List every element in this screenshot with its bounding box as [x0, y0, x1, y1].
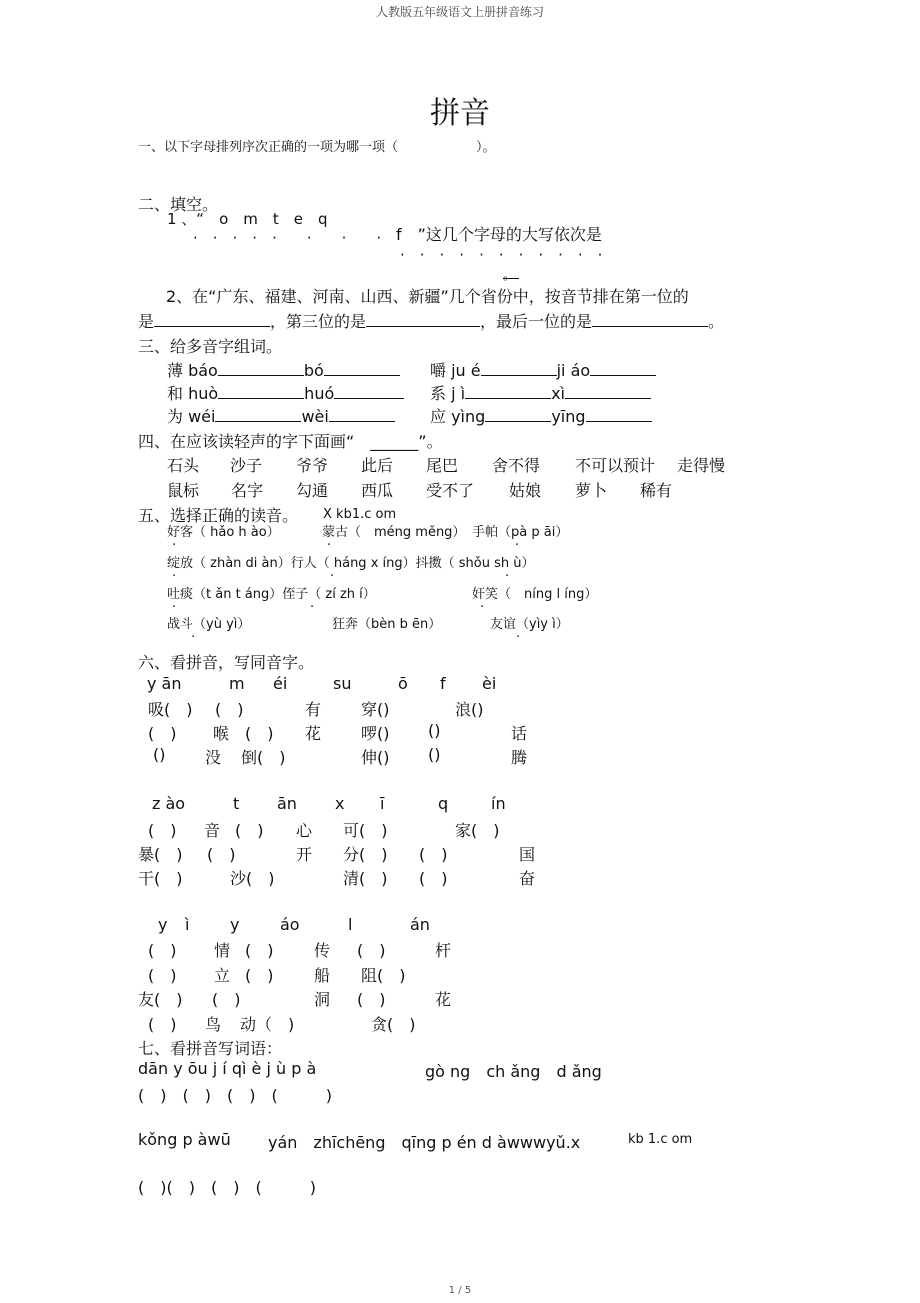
section-1-question: 一、以下字母排列序次正确的一项为哪一项（ ）。	[138, 140, 496, 155]
polyphone-row: 系 j ì xì	[430, 381, 651, 404]
word-item[interactable]: 沙子	[230, 456, 263, 475]
word-item[interactable]: 此后	[361, 456, 394, 475]
section-6-heading: 六、看拼音，写同音字。	[138, 653, 315, 672]
pinyin-syllable: q	[438, 794, 449, 813]
polyphone-row: 为 wéi wèi	[167, 404, 395, 427]
reading-choice[interactable]: 奸笑（ níng l íng）	[472, 587, 598, 602]
homophone-cell[interactable]: ( )	[212, 990, 241, 1009]
page-number: 1 / 5	[448, 1285, 472, 1296]
fill-q2-line2: 是 ，第三位的是 ，最后一位的是 。	[138, 312, 725, 331]
fill-q2-mark-line	[503, 278, 519, 279]
emphasis-dot: ·	[515, 538, 520, 553]
emphasis-dot: ·	[327, 538, 332, 553]
reading-choice[interactable]: 狂奔（bèn b ēn）	[332, 617, 442, 632]
word-item[interactable]: 尾巴	[426, 456, 459, 475]
homophone-cell: 腾	[511, 748, 528, 767]
homophone-cell: 有	[305, 700, 322, 719]
reading-choice[interactable]: 友谊（yìy ì）	[490, 617, 569, 632]
homophone-cell: 没	[205, 748, 222, 767]
homophone-cell: 洞	[314, 990, 331, 1009]
homophone-cell[interactable]: ( )	[357, 990, 386, 1009]
pinyin-syllable: y ān	[147, 674, 182, 693]
emphasis-dot: ·	[191, 630, 196, 645]
word-item[interactable]: 受不了	[426, 481, 475, 500]
homophone-cell[interactable]: ( )	[235, 821, 264, 840]
homophone-cell: 啰()	[361, 724, 390, 743]
homophone-cell: 奋	[519, 869, 536, 888]
reading-choice[interactable]: 手帕（pà p āi）	[472, 525, 569, 540]
homophone-cell: 穿()	[361, 700, 390, 719]
homophone-cell: 国	[519, 845, 536, 864]
section-5-heading: 五、选择正确的读音。	[138, 506, 299, 525]
polyphone-row: 应 yìng yīng	[430, 404, 652, 427]
pinyin-syllable: ín	[491, 794, 506, 813]
homophone-cell: 喉	[213, 724, 230, 743]
homophone-cell: 清( )	[343, 869, 388, 888]
homophone-cell: 倒( )	[241, 748, 286, 767]
homophone-cell: 暴( )	[138, 845, 183, 864]
pinyin-syllable: t	[233, 794, 240, 813]
watermark-text: kb 1.c om	[628, 1132, 693, 1147]
homophone-cell[interactable]: ( )	[419, 845, 448, 864]
pinyin-syllable: z ào	[152, 794, 186, 813]
homophone-cell[interactable]: ( )	[148, 1015, 177, 1034]
homophone-cell: 心	[296, 821, 313, 840]
pinyin-syllable: x	[335, 794, 345, 813]
pinyin-syllable: éi	[273, 674, 288, 693]
emphasis-dot: ·	[310, 600, 315, 615]
homophone-cell: 友( )	[138, 990, 183, 1009]
homophone-cell[interactable]: ()	[428, 721, 441, 740]
word-item[interactable]: 舍不得	[492, 456, 541, 475]
homophone-cell[interactable]: ( )	[148, 941, 177, 960]
homophone-cell[interactable]: ( )	[148, 724, 177, 743]
homophone-cell[interactable]: ()	[428, 745, 441, 764]
homophone-cell[interactable]: ( )	[148, 821, 177, 840]
reading-choice[interactable]: 战斗（yù yì）	[167, 617, 251, 632]
fill-q2-line1: 2、在“广东、福建、河南、山西、新疆”几个省份中，按音节排在第一位的	[166, 287, 689, 306]
homophone-cell: 音	[204, 821, 221, 840]
fill-q1-text: f ”这几个字母的大写依次是	[396, 225, 602, 244]
blank-last[interactable]	[592, 312, 708, 327]
homophone-cell: 分( )	[343, 845, 388, 864]
homophone-cell: 开	[296, 845, 313, 864]
word-item[interactable]: 勾通	[296, 481, 329, 500]
homophone-cell: 传	[314, 941, 331, 960]
homophone-cell: 家( )	[455, 821, 500, 840]
homophone-cell[interactable]: ( )	[215, 700, 244, 719]
fill-q1-dots-b: · · · · · · · · · · ·	[400, 246, 603, 264]
fill-q1-dots-a: · · · · · · · ·	[193, 229, 382, 247]
homophone-cell: 伸()	[361, 748, 390, 767]
word-item[interactable]: 萝卜	[575, 481, 608, 500]
homophone-cell: 沙( )	[230, 869, 275, 888]
homophone-cell: 吸( )	[148, 700, 193, 719]
reading-choice[interactable]: 吐痰（t ǎn t áng）侄子（ zí zh í）	[167, 587, 376, 602]
section-3-heading: 三、给多音字组词。	[138, 337, 283, 356]
homophone-cell[interactable]: ( )	[419, 869, 448, 888]
homophone-cell: 阻( )	[361, 966, 406, 985]
blank-third[interactable]	[366, 312, 480, 327]
homophone-cell[interactable]: ( )	[357, 941, 386, 960]
word-item[interactable]: 鼠标	[167, 481, 200, 500]
section-4-heading: 四、在应该读轻声的字下面画“ ______”。	[138, 432, 443, 451]
emphasis-dot: ·	[516, 630, 521, 645]
homophone-cell[interactable]: ( )	[207, 845, 236, 864]
pinyin-syllable: m	[229, 674, 245, 693]
emphasis-dot: ·	[172, 600, 177, 615]
reading-choice[interactable]: 绽放（ zhàn di àn）行人（ háng x íng）抖擞（ shǒu sh ù）	[167, 556, 535, 571]
homophone-cell: 花	[305, 724, 322, 743]
homophone-cell: 动（ )	[240, 1015, 295, 1034]
pinyin-syllable: su	[333, 674, 352, 693]
homophone-cell[interactable]: ( )	[245, 966, 274, 985]
fill-q2-mark: 。	[503, 268, 517, 283]
pinyin-words-row2-b: yán zhīchēng qīng p én d àwwwyǔ.x	[268, 1133, 581, 1152]
homophone-cell: 话	[511, 724, 528, 743]
homophone-cell[interactable]: ()	[153, 745, 166, 764]
homophone-cell[interactable]: ( )	[245, 724, 274, 743]
word-item[interactable]: 不可以预计	[575, 456, 656, 475]
section-7-heading: 七、看拼音写词语：	[138, 1039, 283, 1058]
pinyin-syllable: án	[410, 915, 430, 934]
homophone-cell: 船	[314, 966, 331, 985]
homophone-cell: 情	[214, 941, 231, 960]
emphasis-dot: ·	[330, 569, 335, 584]
pinyin-words-row2-a: kǒng p àwū	[138, 1130, 231, 1149]
homophone-cell: 干( )	[138, 869, 183, 888]
fill-q1-letters: 1 、“ o m t e q	[167, 210, 328, 228]
word-item[interactable]: 爷爷	[296, 456, 329, 475]
polyphone-row: 薄 báo bó	[167, 358, 400, 381]
pinyin-syllable: y	[230, 915, 240, 934]
word-item[interactable]: 西瓜	[361, 481, 394, 500]
pinyin-syllable: y	[158, 915, 168, 934]
answer-brackets-row1[interactable]: ( ) ( ) ( ) ( )	[138, 1086, 332, 1105]
emphasis-dot: ·	[172, 569, 177, 584]
pinyin-syllable: ì	[185, 915, 190, 934]
reading-choice[interactable]: 好客（ hǎo h ào）	[167, 525, 280, 540]
pinyin-words-row1-left: dān y ōu j í qì è j ù p à	[138, 1059, 317, 1078]
emphasis-dot: ·	[480, 600, 485, 615]
homophone-cell: 花	[435, 990, 452, 1009]
blank-first[interactable]	[154, 312, 270, 327]
pinyin-syllable: ī	[380, 794, 385, 813]
homophone-cell: 鸟	[205, 1015, 222, 1034]
word-item[interactable]: 石头	[167, 456, 200, 475]
pinyin-syllable: ān	[277, 794, 297, 813]
page-title: 拼音	[430, 96, 490, 131]
word-item[interactable]: 稀有	[640, 481, 673, 500]
watermark-text: X kb1.c om	[323, 507, 397, 522]
answer-brackets-row2[interactable]: ( )( ) ( ) ( )	[138, 1178, 316, 1197]
pinyin-words-row1-right: gò ng ch ǎng d ǎng	[425, 1062, 602, 1081]
reading-choice[interactable]: 蒙古（ méng měng）	[322, 525, 466, 540]
homophone-cell: 浪()	[455, 700, 484, 719]
homophone-cell: 可( )	[343, 821, 388, 840]
pinyin-syllable: l	[348, 915, 353, 934]
polyphone-row: 嚼 ju é ji áo	[430, 358, 656, 381]
emphasis-dot: ·	[172, 538, 177, 553]
emphasis-dot: ·	[505, 569, 510, 584]
section-2-heading: 二、填空。	[138, 195, 219, 214]
pinyin-syllable: áo	[280, 915, 300, 934]
homophone-cell: 贪( )	[371, 1015, 416, 1034]
word-item[interactable]: 走得慢	[677, 456, 726, 475]
page-header: 人教版五年级语文上册拼音练习	[375, 5, 544, 19]
homophone-cell[interactable]: ( )	[148, 966, 177, 985]
pinyin-syllable: èi	[482, 674, 497, 693]
polyphone-row: 和 huò huó	[167, 381, 404, 404]
word-item[interactable]: 名字	[231, 481, 264, 500]
word-item[interactable]: 姑娘	[509, 481, 542, 500]
pinyin-syllable: ō	[398, 674, 408, 693]
pinyin-syllable: f	[440, 674, 446, 693]
homophone-cell: 立	[214, 966, 231, 985]
homophone-cell[interactable]: ( )	[245, 941, 274, 960]
homophone-cell: 杆	[435, 941, 452, 960]
